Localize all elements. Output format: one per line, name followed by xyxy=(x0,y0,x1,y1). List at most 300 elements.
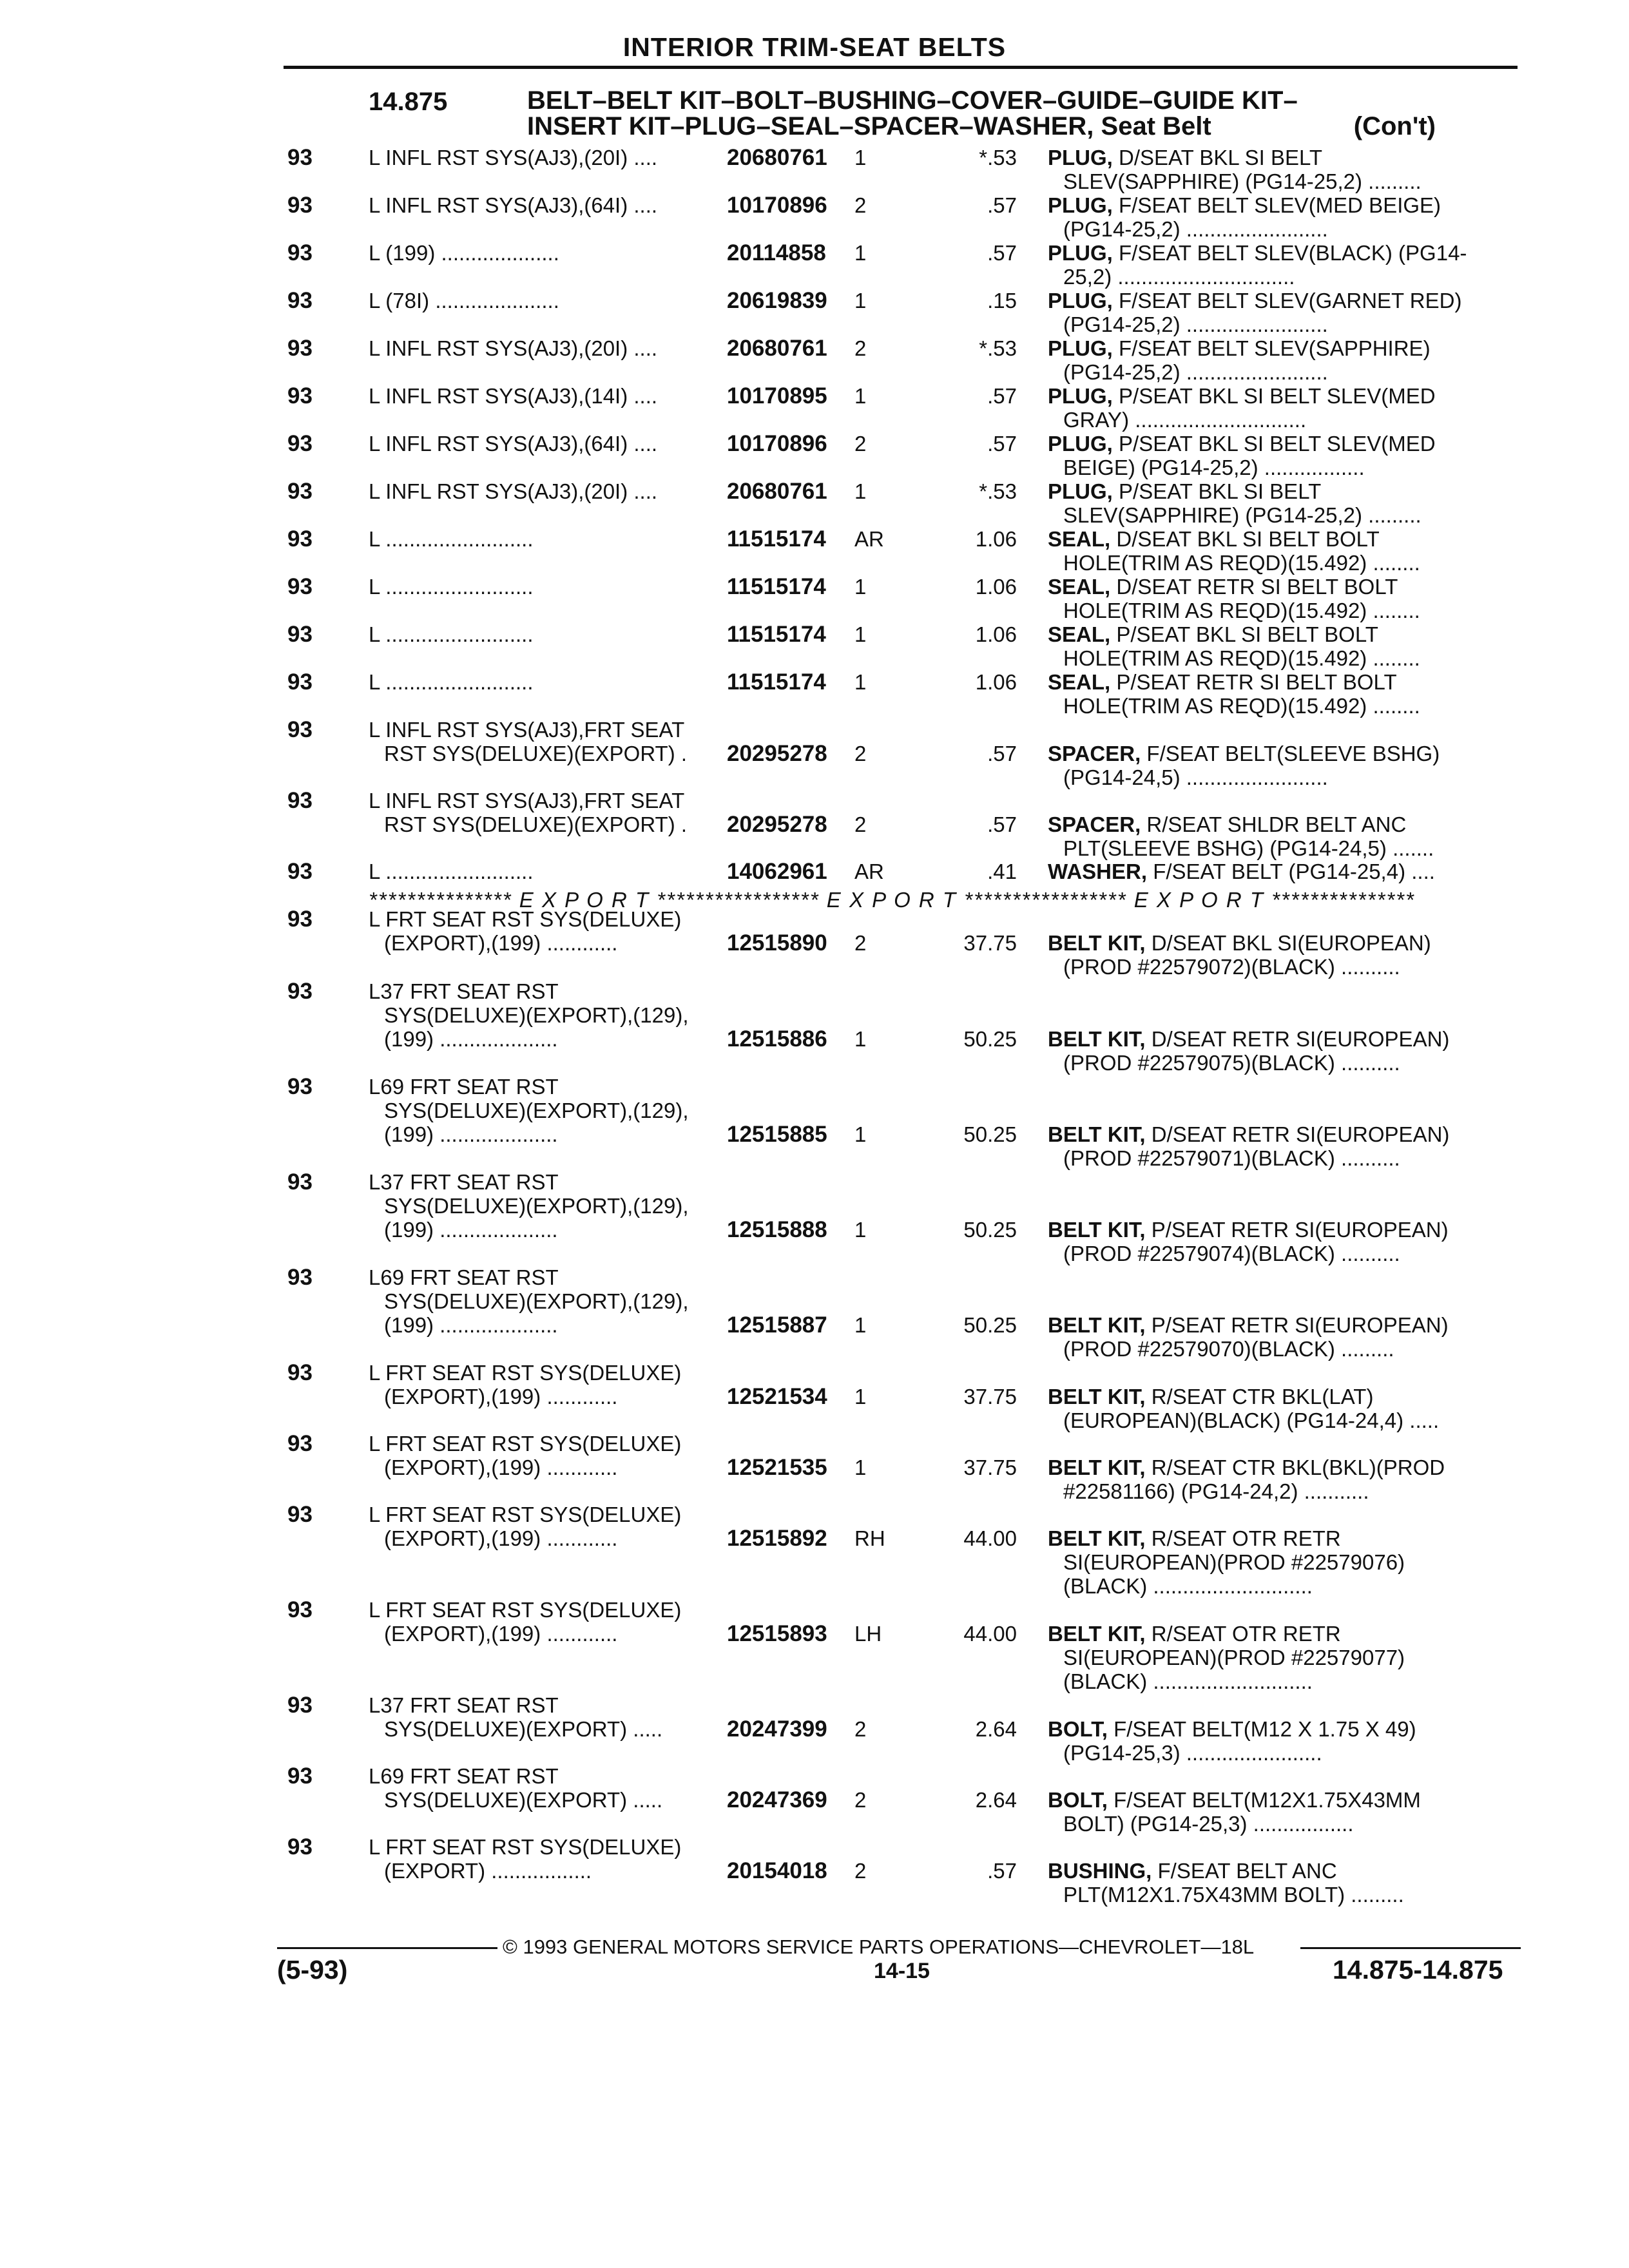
model-year: 93 xyxy=(287,859,313,884)
price: 37.75 xyxy=(963,931,1017,955)
model-year: 93 xyxy=(287,1431,313,1456)
application-line: SYS(DELUXE)(EXPORT) ..... xyxy=(384,1788,663,1812)
part-name: BELT KIT, xyxy=(1048,1456,1146,1479)
description-line: SI(EUROPEAN)(PROD #22579077) xyxy=(1063,1646,1405,1669)
quantity: 1 xyxy=(854,1027,867,1051)
application xyxy=(369,860,717,883)
part-name: SPACER, xyxy=(1048,812,1141,836)
description-text: D/SEAT BKL SI(EUROPEAN) xyxy=(1151,931,1431,955)
footer-rule-left xyxy=(277,1947,497,1949)
part-name: PLUG, xyxy=(1048,432,1113,456)
part-number: 12515885 xyxy=(727,1122,827,1147)
description-line: (PROD #22579070)(BLACK) ......... xyxy=(1063,1337,1394,1361)
price: .15 xyxy=(987,289,1017,312)
quantity: RH xyxy=(854,1526,885,1550)
part-number: 12515890 xyxy=(727,930,827,956)
quantity: 2 xyxy=(854,1859,867,1883)
model-year: 93 xyxy=(287,1693,313,1718)
price: 37.75 xyxy=(963,1385,1017,1408)
part-number: 11515174 xyxy=(727,622,826,647)
price: *.53 xyxy=(979,146,1017,169)
part-number: 10170896 xyxy=(727,193,827,218)
description-text: D/SEAT RETR SI(EUROPEAN) xyxy=(1151,1027,1450,1051)
model-year: 93 xyxy=(287,717,313,742)
application-line: L37 FRT SEAT RST xyxy=(369,1693,559,1717)
model-year: 93 xyxy=(287,1265,313,1290)
application xyxy=(369,622,717,646)
part-number: 20247369 xyxy=(727,1787,827,1812)
application-line: L ......................... xyxy=(369,575,534,599)
application xyxy=(369,146,717,169)
application-line: L (78I) ..................... xyxy=(369,289,559,312)
application xyxy=(369,1432,717,1479)
part-name: WASHER, xyxy=(1048,860,1148,883)
model-year: 93 xyxy=(287,1360,313,1385)
application-line: L ......................... xyxy=(369,622,534,646)
application xyxy=(369,384,717,408)
part-description xyxy=(1048,1313,1525,1361)
application xyxy=(369,193,717,217)
description-first-line xyxy=(1048,384,1525,408)
price: *.53 xyxy=(979,479,1017,503)
quantity: 2 xyxy=(854,742,867,765)
part-name: SEAL, xyxy=(1048,575,1111,599)
quantity: 1 xyxy=(854,289,867,312)
export-divider: *************** E X P O R T ***************** E X P O R T ***************** E X P O R T *************** xyxy=(369,888,1415,912)
description-first-line xyxy=(1048,193,1525,217)
description-line: SLEV(SAPPHIRE) (PG14-25,2) ......... xyxy=(1063,169,1422,193)
part-name: PLUG, xyxy=(1048,384,1113,408)
quantity: 2 xyxy=(854,1788,867,1812)
part-name: BELT KIT, xyxy=(1048,931,1146,955)
part-number: 11515174 xyxy=(727,574,826,599)
part-name: BUSHING, xyxy=(1048,1859,1152,1883)
part-name: PLUG, xyxy=(1048,336,1113,360)
quantity: 1 xyxy=(854,575,867,599)
application xyxy=(369,1835,717,1883)
description-first-line xyxy=(1048,527,1525,551)
application xyxy=(369,241,717,265)
price: .57 xyxy=(987,1859,1017,1883)
description-text: R/SEAT CTR BKL(LAT) xyxy=(1151,1385,1374,1408)
description-line: PLT(SLEEVE BSHG) (PG14-24,5) ....... xyxy=(1063,836,1434,860)
description-text: D/SEAT RETR SI(EUROPEAN) xyxy=(1151,1122,1450,1146)
description-text: P/SEAT BKL SI BELT SLEV(MED xyxy=(1119,432,1436,456)
application-line: SYS(DELUXE)(EXPORT) ..... xyxy=(384,1717,663,1741)
description-first-line xyxy=(1048,575,1525,599)
description-line: 25,2) .............................. xyxy=(1063,265,1295,289)
part-name: SEAL, xyxy=(1048,670,1111,694)
application-line: SYS(DELUXE)(EXPORT),(129), xyxy=(384,1194,689,1218)
description-first-line xyxy=(1048,1788,1525,1812)
price: .57 xyxy=(987,384,1017,408)
model-year: 93 xyxy=(287,788,313,813)
description-first-line xyxy=(1048,1027,1525,1051)
description-line: HOLE(TRIM AS REQD)(15.492) ........ xyxy=(1063,599,1420,622)
part-name: BOLT, xyxy=(1048,1717,1108,1741)
description-text: D/SEAT BKL SI BELT BOLT xyxy=(1116,527,1380,551)
description-text: P/SEAT BKL SI BELT BOLT xyxy=(1116,622,1378,646)
description-first-line xyxy=(1048,742,1525,765)
part-number: 12515892 xyxy=(727,1526,827,1551)
model-year: 93 xyxy=(287,669,313,695)
application xyxy=(369,1693,717,1741)
description-first-line xyxy=(1048,336,1525,360)
application-line: SYS(DELUXE)(EXPORT),(129), xyxy=(384,1099,689,1122)
part-description xyxy=(1048,1122,1525,1170)
application xyxy=(369,336,717,360)
application-line: L FRT SEAT RST SYS(DELUXE) xyxy=(369,1835,682,1859)
part-description xyxy=(1048,432,1525,479)
description-first-line xyxy=(1048,931,1525,955)
application-line: L69 FRT SEAT RST xyxy=(369,1764,559,1788)
description-line: (EUROPEAN)(BLACK) (PG14-24,4) ..... xyxy=(1063,1408,1440,1432)
model-year: 93 xyxy=(287,1502,313,1527)
description-line: (PROD #22579071)(BLACK) .......... xyxy=(1063,1146,1400,1170)
price: .57 xyxy=(987,193,1017,217)
application xyxy=(369,479,717,503)
part-description xyxy=(1048,1526,1525,1598)
description-first-line xyxy=(1048,479,1525,503)
quantity: 1 xyxy=(854,1456,867,1479)
part-name: BELT KIT, xyxy=(1048,1122,1146,1146)
description-line: (PROD #22579074)(BLACK) .......... xyxy=(1063,1242,1400,1265)
price: 50.25 xyxy=(963,1218,1017,1242)
description-first-line xyxy=(1048,622,1525,646)
application-line: SYS(DELUXE)(EXPORT),(129), xyxy=(384,1289,689,1313)
application-line: (199) .................... xyxy=(384,1122,558,1146)
application-line: (199) .................... xyxy=(384,1313,558,1337)
price: .57 xyxy=(987,241,1017,265)
description-line: HOLE(TRIM AS REQD)(15.492) ........ xyxy=(1063,646,1420,670)
description-text: R/SEAT SHLDR BELT ANC xyxy=(1146,812,1407,836)
price: 50.25 xyxy=(963,1313,1017,1337)
price: 50.25 xyxy=(963,1027,1017,1051)
description-first-line xyxy=(1048,241,1525,265)
part-number: 20114858 xyxy=(727,240,826,265)
price: 1.06 xyxy=(975,575,1017,599)
part-name: PLUG, xyxy=(1048,241,1113,265)
description-first-line xyxy=(1048,1526,1525,1550)
part-description xyxy=(1048,1385,1525,1432)
price: .57 xyxy=(987,432,1017,456)
part-description xyxy=(1048,1717,1525,1765)
part-description xyxy=(1048,1456,1525,1503)
description-text: F/SEAT BELT(M12X1.75X43MM xyxy=(1113,1788,1421,1812)
description-text: F/SEAT BELT(M12 X 1.75 X 49) xyxy=(1113,1717,1416,1741)
quantity: 1 xyxy=(854,146,867,169)
application-line: L INFL RST SYS(AJ3),(20I) .... xyxy=(369,479,658,503)
part-number: 20247399 xyxy=(727,1716,827,1742)
part-description xyxy=(1048,1218,1525,1265)
application-line: L INFL RST SYS(AJ3),(14I) .... xyxy=(369,384,658,408)
application-line: L ......................... xyxy=(369,860,534,883)
footer-section-range: 14.875-14.875 xyxy=(1333,1955,1503,1984)
part-description xyxy=(1048,527,1525,575)
application-line: SYS(DELUXE)(EXPORT),(129), xyxy=(384,1003,689,1027)
application-line: L INFL RST SYS(AJ3),(64I) .... xyxy=(369,432,658,456)
description-line: SLEV(SAPPHIRE) (PG14-25,2) ......... xyxy=(1063,503,1422,527)
quantity: 2 xyxy=(854,1717,867,1741)
application xyxy=(369,1764,717,1812)
model-year: 93 xyxy=(287,383,313,408)
description-first-line xyxy=(1048,1717,1525,1741)
quantity: 1 xyxy=(854,1313,867,1337)
quantity: 1 xyxy=(854,670,867,694)
application-line: L ......................... xyxy=(369,527,534,551)
description-text: P/SEAT BKL SI BELT xyxy=(1119,479,1322,503)
quantity: 1 xyxy=(854,479,867,503)
application-line: (199) .................... xyxy=(384,1218,558,1242)
application xyxy=(369,907,717,955)
price: .41 xyxy=(987,860,1017,883)
part-description xyxy=(1048,1788,1525,1836)
description-text: F/SEAT BELT SLEV(BLACK) (PG14- xyxy=(1119,241,1467,265)
description-text: P/SEAT RETR SI(EUROPEAN) xyxy=(1151,1218,1449,1242)
model-year: 93 xyxy=(287,1074,313,1099)
quantity: 1 xyxy=(854,1218,867,1242)
model-year: 93 xyxy=(287,526,313,552)
application-line: L INFL RST SYS(AJ3),(20I) .... xyxy=(369,336,658,360)
part-description xyxy=(1048,241,1525,289)
description-line: (PG14-25,3) ....................... xyxy=(1063,1741,1322,1765)
application xyxy=(369,1361,717,1408)
price: 1.06 xyxy=(975,527,1017,551)
part-name: PLUG, xyxy=(1048,193,1113,217)
description-text: F/SEAT BELT ANC xyxy=(1157,1859,1337,1883)
part-description xyxy=(1048,575,1525,622)
application-line: L FRT SEAT RST SYS(DELUXE) xyxy=(369,907,682,931)
description-line: SI(EUROPEAN)(PROD #22579076) xyxy=(1063,1550,1405,1574)
model-year: 93 xyxy=(287,336,313,361)
part-number: 11515174 xyxy=(727,669,826,695)
part-name: SEAL, xyxy=(1048,622,1111,646)
application-line: (EXPORT),(199) ............ xyxy=(384,931,618,955)
part-name: SPACER, xyxy=(1048,742,1141,765)
part-number: 12521534 xyxy=(727,1384,827,1409)
part-description xyxy=(1048,742,1525,789)
part-number: 10170896 xyxy=(727,431,827,456)
application-line: L69 FRT SEAT RST xyxy=(369,1075,559,1099)
section-number: 14.875 xyxy=(369,88,448,116)
quantity: 1 xyxy=(854,1385,867,1408)
part-number: 20154018 xyxy=(727,1858,827,1883)
description-first-line xyxy=(1048,1859,1525,1883)
price: 44.00 xyxy=(963,1526,1017,1550)
application xyxy=(369,718,717,765)
description-text: P/SEAT RETR SI BELT BOLT xyxy=(1116,670,1397,694)
description-first-line xyxy=(1048,860,1525,883)
application-line: (EXPORT),(199) ............ xyxy=(384,1385,618,1408)
model-year: 93 xyxy=(287,1597,313,1622)
model-year: 93 xyxy=(287,288,313,313)
application-line: (EXPORT),(199) ............ xyxy=(384,1526,618,1550)
part-number: 14062961 xyxy=(727,859,827,884)
part-description xyxy=(1048,1027,1525,1075)
description-line: (PROD #22579072)(BLACK) .......... xyxy=(1063,955,1400,979)
application-line: (199) .................... xyxy=(384,1027,558,1051)
description-first-line xyxy=(1048,1122,1525,1146)
page-title: INTERIOR TRIM-SEAT BELTS xyxy=(622,32,1007,62)
part-name: BOLT, xyxy=(1048,1788,1108,1812)
application-line: RST SYS(DELUXE)(EXPORT) . xyxy=(384,812,688,836)
model-year: 93 xyxy=(287,622,313,647)
part-description xyxy=(1048,860,1525,883)
model-year: 93 xyxy=(287,574,313,599)
part-number: 20680761 xyxy=(727,479,827,504)
description-first-line xyxy=(1048,1622,1525,1646)
application xyxy=(369,670,717,694)
part-number: 20295278 xyxy=(727,741,827,766)
part-description xyxy=(1048,289,1525,336)
application-line: L INFL RST SYS(AJ3),FRT SEAT xyxy=(369,789,685,812)
application xyxy=(369,789,717,836)
quantity: 2 xyxy=(854,931,867,955)
part-name: BELT KIT, xyxy=(1048,1385,1146,1408)
part-number: 10170895 xyxy=(727,383,827,408)
application xyxy=(369,1075,717,1146)
application xyxy=(369,1503,717,1550)
quantity: 1 xyxy=(854,622,867,646)
quantity: 2 xyxy=(854,193,867,217)
quantity: AR xyxy=(854,527,884,551)
part-name: BELT KIT, xyxy=(1048,1218,1146,1242)
description-first-line xyxy=(1048,1385,1525,1408)
description-line: (PG14-24,5) ........................ xyxy=(1063,765,1328,789)
part-name: PLUG, xyxy=(1048,146,1113,169)
description-text: D/SEAT RETR SI BELT BOLT xyxy=(1116,575,1398,599)
application xyxy=(369,575,717,599)
description-text: P/SEAT RETR SI(EUROPEAN) xyxy=(1151,1313,1449,1337)
description-line: BEIGE) (PG14-25,2) ................. xyxy=(1063,456,1365,479)
model-year: 93 xyxy=(287,1834,313,1860)
part-number: 12515886 xyxy=(727,1026,827,1052)
model-year: 93 xyxy=(287,1169,313,1195)
quantity: 2 xyxy=(854,812,867,836)
price: 44.00 xyxy=(963,1622,1017,1646)
part-description xyxy=(1048,193,1525,241)
application-line: L FRT SEAT RST SYS(DELUXE) xyxy=(369,1598,682,1622)
model-year: 93 xyxy=(287,193,313,218)
application xyxy=(369,1265,717,1337)
description-text: P/SEAT BKL SI BELT SLEV(MED xyxy=(1119,384,1436,408)
model-year: 93 xyxy=(287,431,313,456)
footer-rule-right xyxy=(1300,1947,1521,1949)
part-name: BELT KIT, xyxy=(1048,1622,1146,1646)
description-text: F/SEAT BELT SLEV(SAPPHIRE) xyxy=(1119,336,1431,360)
application xyxy=(369,1598,717,1646)
part-description xyxy=(1048,812,1525,860)
description-text: F/SEAT BELT SLEV(MED BEIGE) xyxy=(1119,193,1441,217)
description-line: BOLT) (PG14-25,3) ................. xyxy=(1063,1812,1354,1836)
description-text: D/SEAT BKL SI BELT xyxy=(1119,146,1323,169)
description-first-line xyxy=(1048,670,1525,694)
description-line: HOLE(TRIM AS REQD)(15.492) ........ xyxy=(1063,694,1420,718)
quantity: 1 xyxy=(854,241,867,265)
quantity: 1 xyxy=(854,384,867,408)
part-description xyxy=(1048,931,1525,979)
part-number: 12515893 xyxy=(727,1621,827,1646)
application-line: L (199) .................... xyxy=(369,241,559,265)
quantity: AR xyxy=(854,860,884,883)
part-number: 20619839 xyxy=(727,288,827,313)
description-line: (PG14-25,2) ........................ xyxy=(1063,360,1328,384)
description-first-line xyxy=(1048,289,1525,312)
model-year: 93 xyxy=(287,1763,313,1789)
description-line: GRAY) ............................. xyxy=(1063,408,1307,432)
model-year: 93 xyxy=(287,979,313,1004)
description-first-line xyxy=(1048,146,1525,169)
description-line: (PG14-25,2) ........................ xyxy=(1063,312,1328,336)
application-line: (EXPORT),(199) ............ xyxy=(384,1622,618,1646)
part-name: PLUG, xyxy=(1048,479,1113,503)
application-line: L ......................... xyxy=(369,670,534,694)
price: 1.06 xyxy=(975,622,1017,646)
application-line: L FRT SEAT RST SYS(DELUXE) xyxy=(369,1361,682,1385)
application-line: L FRT SEAT RST SYS(DELUXE) xyxy=(369,1503,682,1526)
part-description xyxy=(1048,622,1525,670)
description-text: R/SEAT OTR RETR xyxy=(1151,1622,1341,1646)
description-line: PLT(M12X1.75X43MM BOLT) ......... xyxy=(1063,1883,1404,1907)
part-number: 20295278 xyxy=(727,812,827,837)
footer-date: (5-93) xyxy=(277,1955,348,1984)
quantity: LH xyxy=(854,1622,882,1646)
description-first-line xyxy=(1048,432,1525,456)
description-first-line xyxy=(1048,1218,1525,1242)
application-line: L FRT SEAT RST SYS(DELUXE) xyxy=(369,1432,682,1456)
price: 2.64 xyxy=(975,1717,1017,1741)
description-text: R/SEAT OTR RETR xyxy=(1151,1526,1341,1550)
description-line: #22581166) (PG14-24,2) ........... xyxy=(1063,1479,1369,1503)
description-first-line xyxy=(1048,812,1525,836)
application xyxy=(369,1170,717,1242)
part-name: BELT KIT, xyxy=(1048,1526,1146,1550)
part-number: 11515174 xyxy=(727,526,826,552)
price: 2.64 xyxy=(975,1788,1017,1812)
part-description xyxy=(1048,384,1525,432)
application xyxy=(369,432,717,456)
footer-page-number: 14-15 xyxy=(874,1959,930,1983)
description-line: (BLACK) ........................... xyxy=(1063,1574,1313,1598)
application xyxy=(369,979,717,1051)
part-description xyxy=(1048,670,1525,718)
application-line: RST SYS(DELUXE)(EXPORT) . xyxy=(384,742,688,765)
part-description xyxy=(1048,146,1525,193)
part-number: 20680761 xyxy=(727,145,827,170)
description-first-line xyxy=(1048,1456,1525,1479)
part-name: BELT KIT, xyxy=(1048,1027,1146,1051)
description-text: F/SEAT BELT (PG14-25,4) .... xyxy=(1153,860,1435,883)
application-line: L INFL RST SYS(AJ3),(64I) .... xyxy=(369,193,658,217)
part-name: SEAL, xyxy=(1048,527,1111,551)
application-line: (EXPORT),(199) ............ xyxy=(384,1456,618,1479)
application-line: L37 FRT SEAT RST xyxy=(369,979,559,1003)
description-text: F/SEAT BELT SLEV(GARNET RED) xyxy=(1119,289,1462,312)
price: *.53 xyxy=(979,336,1017,360)
price: .57 xyxy=(987,812,1017,836)
application xyxy=(369,527,717,551)
description-text: F/SEAT BELT(SLEEVE BSHG) xyxy=(1146,742,1440,765)
description-line: (PROD #22579075)(BLACK) .......... xyxy=(1063,1051,1400,1075)
model-year: 93 xyxy=(287,907,313,932)
application xyxy=(369,289,717,312)
part-number: 20680761 xyxy=(727,336,827,361)
quantity: 2 xyxy=(854,336,867,360)
part-number: 12515888 xyxy=(727,1217,827,1242)
part-number: 12515887 xyxy=(727,1312,827,1338)
section-title-cont: (Con't) xyxy=(1353,112,1436,140)
description-first-line xyxy=(1048,1313,1525,1337)
